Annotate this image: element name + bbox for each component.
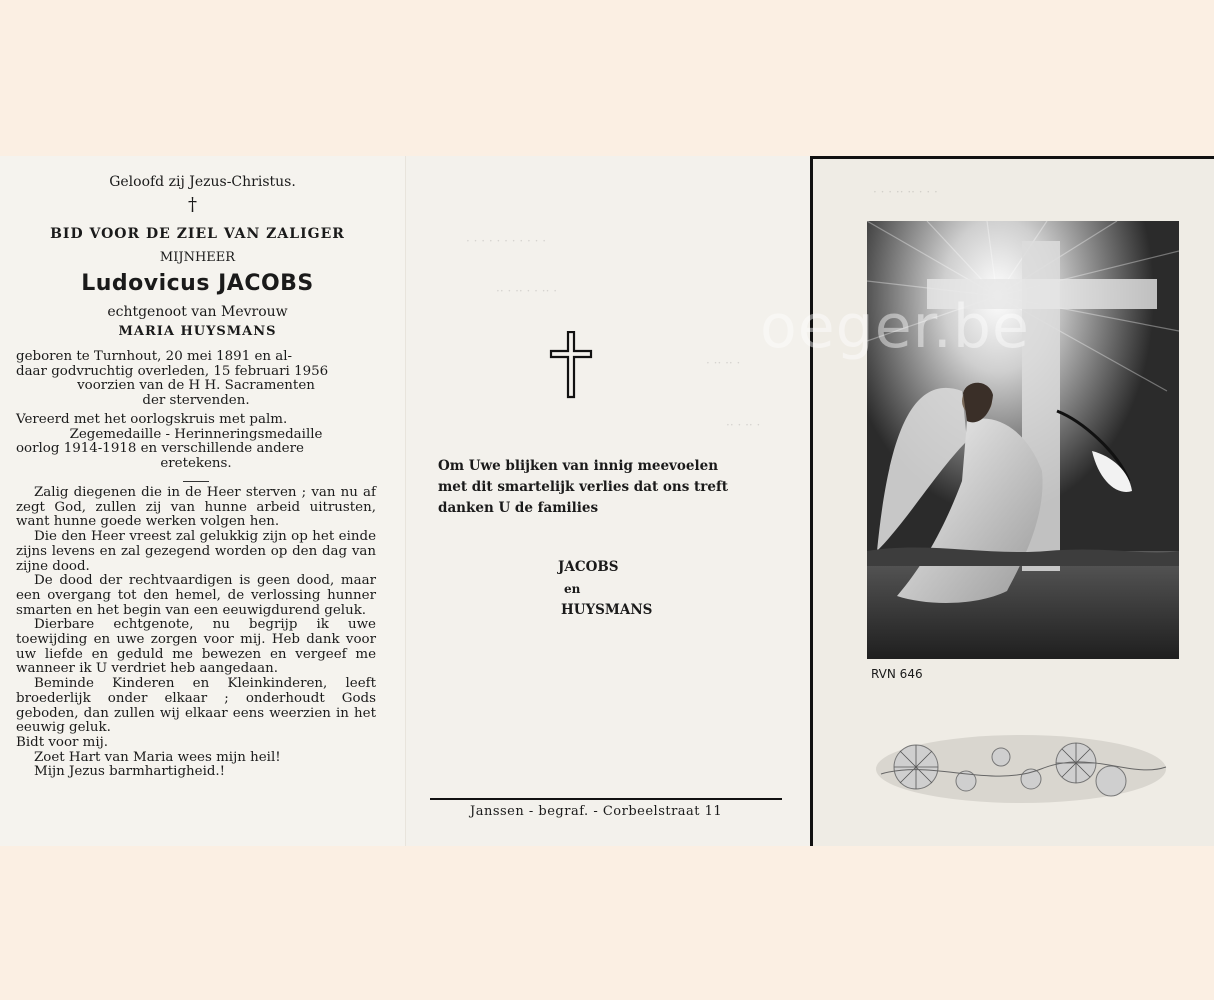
birth-line: geboren te Turnhout, 20 mei 1891 en al- xyxy=(16,349,293,364)
family-name-1: JACOBS xyxy=(558,559,619,575)
verse-paragraph: De dood der rechtvaardigen is geen dood, maar een overgang tot den hemel, de verlossing hunner smarten en het begin van een eeuwigdurend geluk. xyxy=(16,573,376,618)
left-panel xyxy=(0,156,405,846)
bleed-text: · · · · · · · · · · · xyxy=(466,234,547,248)
birth-line: voorzien van de H H. Sacramenten xyxy=(77,378,315,394)
honors-block xyxy=(16,413,376,472)
thanks-line: Om Uwe blijken van innig meevoelen xyxy=(438,458,719,474)
verse-paragraph: Beminde Kinderen en Kleinkinderen, leeft broederlijk onder elkaar ; onderhoudt Gods geboden, dan zullen wij elkaar eens weerzien in het eeuwig geluk. xyxy=(16,676,376,736)
birth-block xyxy=(16,350,376,409)
birth-line: der stervenden. xyxy=(142,393,250,409)
cross-icon xyxy=(549,331,593,399)
verse-paragraph: Zalig diegenen die in de Heer sterven ; van nu af zegt God, zullen zij van hunne arbeid uitrusten, want hunne goede werken volgen hen. xyxy=(16,485,376,530)
bleed-text: · ·· ·· · xyxy=(706,356,741,370)
angel-cross-picture xyxy=(867,221,1179,659)
verse-paragraph: Dierbare echtgenote, nu begrijp ik uwe toewijding en uwe zorgen voor mij. Heb dank voor uw liefde en geduld me bewezen en vergeef me wanneer ik U verdriet heb aangedaan. xyxy=(16,617,376,677)
bleed-text: · · · ·· ·· · · · xyxy=(873,185,938,199)
honors-line: oorlog 1914-1918 en verschillende andere xyxy=(16,441,304,457)
spouse-name: MARIA HUYSMANS xyxy=(118,324,277,339)
site-watermark: oeger.be xyxy=(760,292,1030,362)
verses-block xyxy=(16,486,376,780)
family-name-2: HUYSMANS xyxy=(561,602,653,618)
thanks-line: danken U de families xyxy=(438,500,599,516)
family-conjunction: en xyxy=(564,582,581,596)
right-panel xyxy=(810,156,1214,846)
title-text: MIJNHEER xyxy=(159,250,236,265)
picture-code: RVN 646 xyxy=(871,667,923,681)
honors-line: Zegemedaille - Herinneringsmedaille xyxy=(69,426,323,442)
flower-decoration xyxy=(871,719,1171,819)
divider xyxy=(183,481,209,482)
closing-line: Bidt voor mij. xyxy=(16,734,109,750)
bleed-text: ·· · ·· · · ·· · xyxy=(496,284,558,298)
honors-line: eretekens. xyxy=(160,456,232,472)
honors-line: Vereerd met het oorlogskruis met palm. xyxy=(16,412,288,427)
thanks-block xyxy=(438,456,728,519)
prayer-line: BID VOOR DE ZIEL VAN ZALIGER xyxy=(50,226,345,242)
memorial-card xyxy=(0,156,1214,846)
bleed-text: ·· · ·· · xyxy=(726,418,761,432)
deceased-name: Ludovicus JACOBS xyxy=(81,271,314,296)
closing-line: Zoet Hart van Maria wees mijn heil! xyxy=(34,749,281,765)
header-text: Geloofd zij Jezus-Christus. xyxy=(109,174,296,190)
birth-line: daar godvruchtig overleden, 15 februari 1956 xyxy=(16,363,329,379)
small-cross-icon: † xyxy=(188,194,197,215)
middle-panel xyxy=(405,156,811,846)
printer-credit: Janssen - begraf. - Corbeelstraat 11 xyxy=(470,804,723,819)
verse-paragraph: Die den Heer vreest zal gelukkig zijn op het einde zijns levens en zal gezegend worden op den dag van zijne dood. xyxy=(16,529,376,574)
printer-divider xyxy=(430,798,782,800)
thanks-line: met dit smartelijk verlies dat ons treft xyxy=(438,479,728,495)
closing-line: Mijn Jezus barmhartigheid.! xyxy=(34,764,226,780)
spouse-intro: echtgenoot van Mevrouw xyxy=(107,304,288,320)
